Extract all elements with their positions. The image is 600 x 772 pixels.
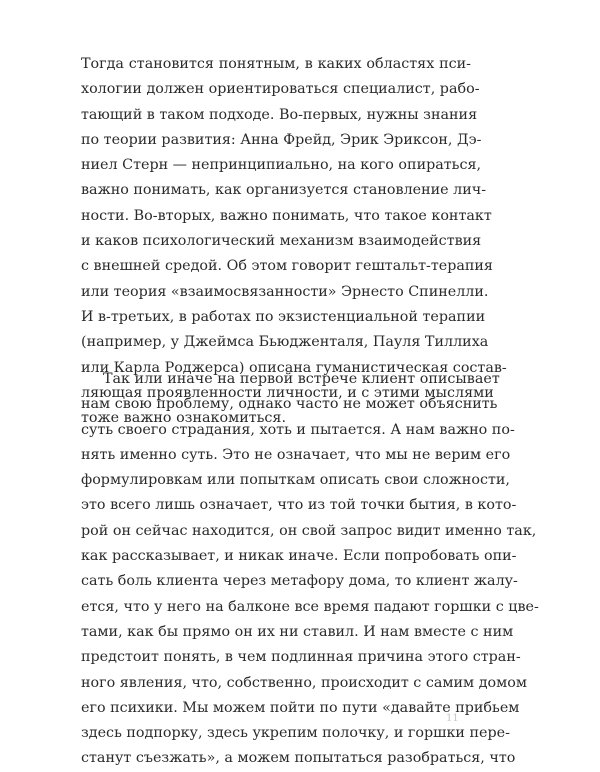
text-line: нам свою проблему, однако часто не может объяснить [81, 396, 498, 413]
text-line: его психики. Мы можем пойти по пути «давайте прибьем [81, 699, 520, 716]
text-line: тами, как бы прямо он их ни ставил. И нам вместе с ним [81, 623, 514, 640]
text-line: И в-третьих, в работах по экзистенциальной терапии [81, 308, 486, 325]
text-line: здесь подпорку, здесь укрепим полочку, и горшки пере- [81, 725, 510, 742]
text-line: важно понимать, как организуется становление лич- [81, 182, 487, 199]
text-line: ляющая проявленности личности, и с этими мыслями [81, 384, 494, 401]
text-line: по теории развития: Анна Фрейд, Эрик Эриксон, Дэ- [81, 131, 482, 148]
text-line: и каков психологический механизм взаимодействия [81, 233, 482, 250]
text-line: предстоит понять, в чем подлинная причина этого стран- [81, 649, 521, 666]
text-line: ется, что у него на балконе все время падают горшки с цве- [81, 598, 539, 615]
text-line: формулировкам или попыткам описать свои сложности, [81, 472, 510, 489]
text-line: сать боль клиента через метафору дома, то клиент жалу- [81, 573, 518, 590]
text-line: как рассказывает, и никак иначе. Если попробовать опи- [81, 548, 517, 565]
text-line: Тогда становится понятным, в каких областях пси- [81, 56, 471, 72]
text-line: или теория «взаимосвязанности» Эрнесто Спинелли. [81, 283, 489, 300]
text-line: тающий в таком подходе. Во-первых, нужны знания [81, 106, 478, 123]
text-line: это всего лишь означает, что из той точки бытия, в кото- [81, 497, 517, 514]
text-line: тоже важно ознакомиться. [81, 410, 286, 427]
text-line: Так или иначе на первой встрече клиент описывает [103, 371, 500, 387]
text-line: рой он сейчас находится, он свой запрос видит именно так, [81, 522, 537, 539]
page-number: 11 [446, 713, 459, 724]
text-line: ниел Стерн — непринципиально, на кого опираться, [81, 157, 482, 174]
text-line: хологии должен ориентироваться специалист, рабо- [81, 81, 480, 98]
text-line: (например, у Джеймса Бьюдженталя, Пауля Тиллиха [81, 334, 489, 351]
text-line: ного явления, что, собственно, происходит с самим домом [81, 674, 527, 691]
text-line: ности. Во-вторых, важно понимать, что такое контакт [81, 207, 492, 224]
text-line: с внешней средой. Об этом говорит гештальт-терапия [81, 258, 493, 275]
text-line: или Карла Роджерса) описана гуманистическая состав- [81, 359, 507, 376]
text-line: нять именно суть. Это не означает, что мы не верим его [81, 446, 511, 463]
text-line: суть своего страдания, хоть и пытается. А нам важно по- [81, 421, 515, 438]
text-line: станут съезжать», а можем попытаться разобраться, что [81, 750, 516, 767]
